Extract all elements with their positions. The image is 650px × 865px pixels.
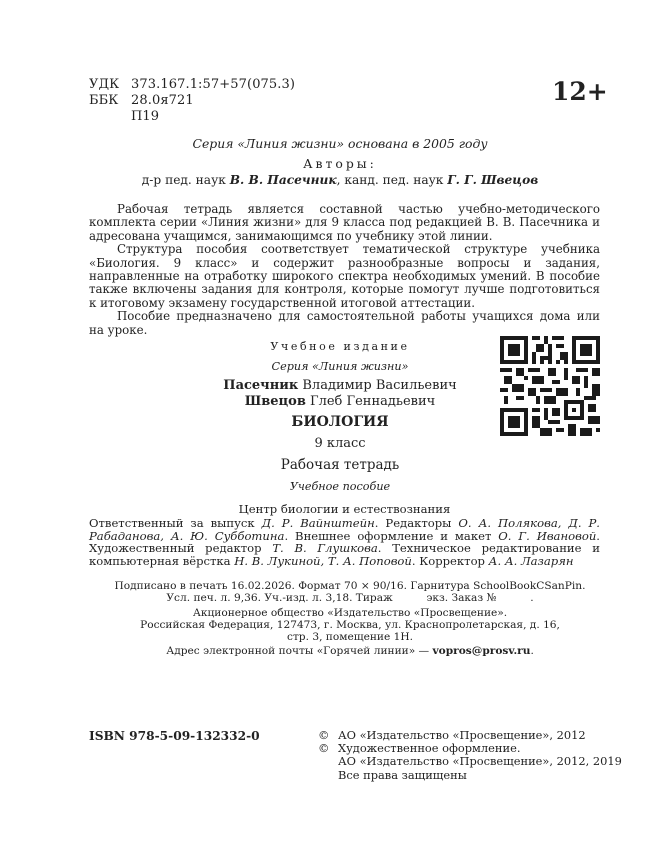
publisher-address	[110, 607, 590, 644]
book-kind: Учебное пособие	[289, 480, 391, 493]
author1-name: В. В. Пасечник	[229, 173, 337, 187]
author2-surname: Швецов	[244, 394, 306, 409]
copyright-block	[318, 729, 622, 782]
qr-code[interactable]	[500, 336, 600, 436]
bbk-value: 28.0я721	[131, 93, 194, 108]
classification-codes	[89, 77, 295, 125]
credit-name: Т. В. Глушкова	[272, 541, 378, 556]
credit-text: Ответственный за выпуск	[89, 516, 262, 530]
book-grade: 9 класс	[314, 436, 366, 451]
publisher-address-line: Российская Федерация, 127473, г. Москва, ул. Краснопролетарская, д. 16,	[140, 619, 560, 632]
author-names	[190, 378, 490, 410]
publisher-address-line: стр. 3, помещение 1Н.	[287, 631, 413, 644]
credit-name: О. Г. Ивановой	[498, 528, 597, 543]
author-code: П19	[131, 109, 160, 124]
author1-given: Владимир Васильевич	[298, 378, 457, 393]
credit-text: . Техническое редактирование и компьютерная вёрстка	[89, 541, 600, 568]
copyright-icon: ©	[318, 728, 330, 742]
credit-text: . Художественный редактор	[89, 528, 600, 556]
credit-name: А. А. Лазарян	[488, 553, 574, 568]
copyright-icon: ©	[318, 741, 330, 756]
credit-name: О. А. Полякова, Д. Р. Рабаданова, А. Ю. Субботина	[89, 516, 600, 543]
print-line: Усл. печ. л. 9,36. Уч.-изд. л. 3,18. Тираж экз. Заказ № .	[166, 592, 534, 605]
description	[89, 203, 600, 337]
authors-title: Авторы:	[303, 156, 377, 171]
udk-value: 373.167.1:57+57(075.3)	[131, 77, 296, 92]
email-end: .	[530, 645, 534, 657]
author1-surname: Пасечник	[223, 378, 299, 393]
credit-text: . Внешнее оформление и макет	[284, 528, 499, 543]
email-link[interactable]: vopros@prosv.ru	[432, 645, 531, 657]
edition-type: Учебное издание	[270, 340, 410, 353]
print-details	[110, 580, 590, 604]
series-note: Серия «Линия жизни» основана в 2005 году	[192, 136, 488, 151]
author2-given: Глеб Геннадьевич	[305, 394, 436, 409]
print-line: Подписано в печать 16.02.2026. Формат 70 × 90/16. Гарнитура SchoolBookCSanPin.	[114, 580, 586, 592]
hotline-email	[110, 645, 590, 657]
publisher-name: Акционерное общество «Издательство «Просвещение».	[192, 607, 508, 619]
udk-label: УДК	[89, 77, 120, 92]
copyright-line: АО «Издательство «Просвещение», 2012	[338, 728, 586, 742]
description-paragraph: Рабочая тетрадь является составной частью учебно-методического комплекта серии «Линия жизни» для 9 класса под редакцией В. В. Пасечника и адресована учащимся, занимающимся по учебнику этой линии.	[89, 202, 600, 243]
credit-name: Н. В. Лукиной, Т. А. Поповой	[234, 553, 412, 568]
book-title: БИОЛОГИЯ	[291, 414, 389, 430]
copyright-line: АО «Издательство «Просвещение», 2012, 2019	[338, 754, 622, 769]
author1-degree: д-р пед. наук	[141, 173, 230, 187]
edition-series: Серия «Линия жизни»	[271, 360, 409, 373]
description-paragraph: Пособие предназначено для самостоятельной работы учащихся дома или на уроке.	[89, 309, 600, 337]
authors-line	[80, 173, 600, 187]
email-label: Адрес электронной почты «Горячей линии» —	[166, 645, 433, 657]
isbn: ISBN 978-5-09-132332-0	[89, 729, 260, 743]
author2-name: Г. Г. Швецов	[447, 173, 539, 187]
age-rating: 12+	[552, 77, 608, 106]
credit-text: . Корректор	[411, 553, 489, 568]
bbk-label: ББК	[89, 93, 119, 108]
credit-name: Д. Р. Вайнштейн	[261, 516, 375, 530]
publishing-centre: Центр биологии и естествознания	[238, 502, 451, 516]
credits	[89, 517, 600, 567]
author2-degree: , канд. пед. наук	[336, 173, 448, 187]
book-type: Рабочая тетрадь	[280, 457, 400, 473]
credit-text: . Редакторы	[374, 516, 459, 530]
rights-reserved: Все права защищены	[338, 767, 467, 782]
copyright-line: Художественное оформление.	[338, 741, 521, 756]
description-paragraph: Структура пособия соответствует тематической структуре учебника «Биология. 9 класс» и содержит разнообразные вопросы и задания, направленные на отработку широкого спектра необходимых умений. В пособие также включены задания для контроля, которые помогут лучше подготовиться к итоговому экзамену государственной итоговой аттестации.	[89, 242, 600, 310]
